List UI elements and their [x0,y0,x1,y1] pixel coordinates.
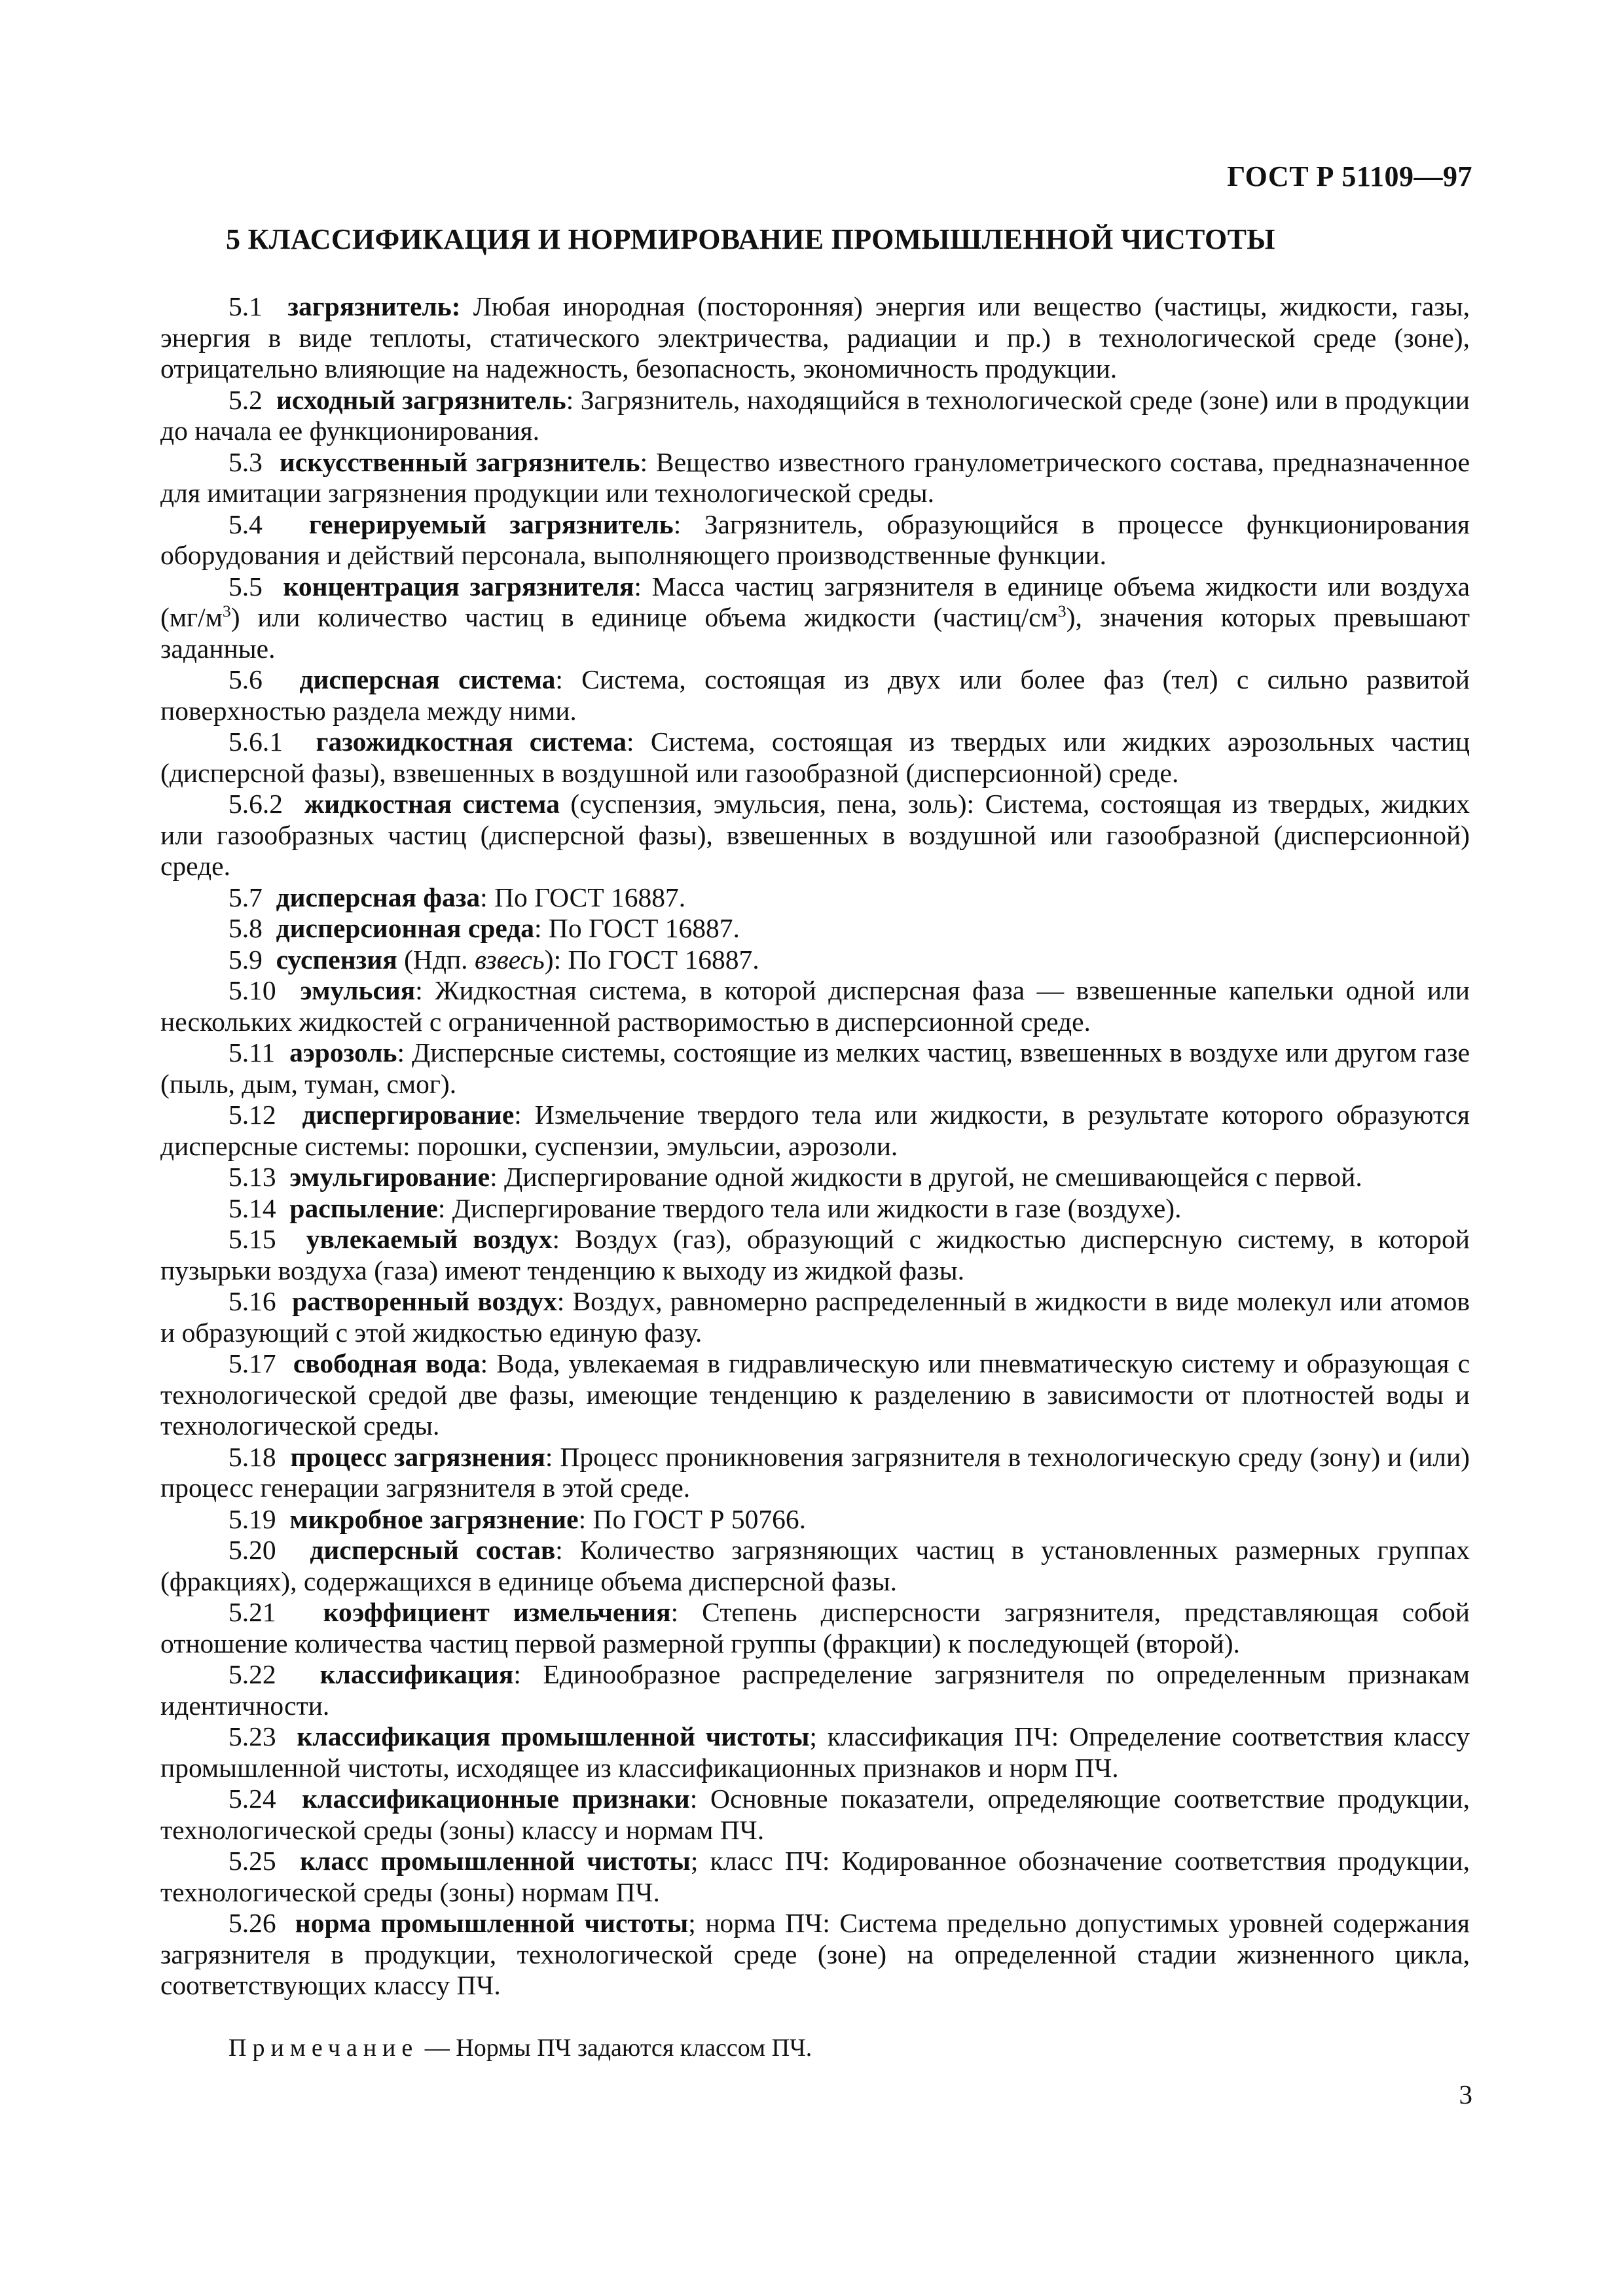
term-5-6 [160,664,1470,726]
term-number: 5.16 [228,1286,276,1316]
term-5-11 [160,1037,1470,1100]
page-number: 3 [1459,2079,1472,2109]
term-definition: : Измельчение твердого тела или жидкости, в результате которого образуются дисперсные системы: порошки, суспензии, эмульсии, аэрозоли. [160,1100,1470,1161]
term-name: диспергирование [302,1100,515,1130]
term-number: 5.6.1 [228,726,283,757]
term-definition: : Основные показатели, определяющие соответствие продукции, технологической среды (зоны) классу и нормам ПЧ. [160,1784,1470,1845]
document-code: ГОСТ Р 51109—97 [1227,160,1472,192]
term-name: генерируемый загрязнитель [308,509,674,539]
term-5-17 [160,1348,1470,1442]
term-definition: ; классификация ПЧ: Определение соответствия классу промышленной чистоты, исходящее из классификационных признаков и норм ПЧ. [160,1721,1470,1783]
term-name: суспензия [276,944,397,975]
term-definition: Любая инородная (посторонняя) энергия или вещество (частицы, жидкости, газы, энергия в виде теплоты, статического электричества, радиации и пр.) в технологической среде (зоне), отрицательно влияющие на надежность, безопасность, экономичность продукции. [160,291,1470,384]
term-number: 5.24 [228,1784,276,1814]
term-number: 5.13 [228,1162,276,1192]
term-definition: ): По ГОСТ 16887. [544,944,759,975]
superscript: 3 [1057,601,1067,621]
term-5-9 [160,944,1470,976]
term-number: 5.1 [228,291,263,321]
term-name: классификационные признаки [302,1784,690,1814]
term-5-8 [160,913,1470,944]
term-number: 5.6.2 [228,789,283,819]
superscript: 3 [222,601,231,621]
term-definition: : По ГОСТ 16887. [480,882,686,912]
term-number: 5.6 [228,664,263,694]
term-definition: : Воздух, равномерно распределенный в жидкости в виде молекул или атомов и образующий с этой жидкостью единую фазу. [160,1286,1470,1348]
term-5-25 [160,1846,1470,1908]
term-5-10 [160,975,1470,1037]
term-definition: : Диспергирование одной жидкости в другой, не смешивающейся с первой. [490,1162,1362,1192]
term-number: 5.15 [228,1224,276,1254]
term-number: 5.25 [228,1846,276,1876]
term-definition: : Процесс проникновения загрязнителя в технологическую среду (зону) и (или) процесс генерации загрязнителя в этой среде. [160,1441,1470,1503]
term-name: дисперсная система [299,664,556,694]
term-number: 5.9 [228,944,263,975]
term-definition: : Диспергирование твердого тела или жидкости в газе (воздухе). [437,1193,1182,1223]
term-number: 5.7 [228,882,263,912]
term-name: дисперсный состав [310,1535,556,1565]
term-number: 5.20 [228,1535,276,1565]
term-definition: (суспензия, эмульсия, пена, золь): Система, состоящая из твердых, жидких или газообразных частиц (дисперсной фазы), взвешенных в воздушной или газообразной (дисперсионной) среде. [160,789,1470,881]
term-definition-part: ) или количество частиц в единице объема жидкости (частиц/см [230,602,1058,632]
term-name: процесс загрязнения [290,1441,545,1472]
term-5-15 [160,1224,1470,1286]
term-number: 5.23 [228,1721,276,1751]
term-number: 5.22 [228,1659,276,1689]
term-name: газожидкостная система [316,726,627,757]
term-5-6-2 [160,789,1470,882]
term-name: свободная вода [293,1348,481,1378]
term-5-19 [160,1504,1470,1535]
term-5-18 [160,1442,1470,1504]
term-5-26 [160,1908,1470,2001]
term-name: эмульсия [300,975,416,1005]
term-definition: : Вещество известного гранулометрического состава, предназначенное для имитации загрязнения продукции или технологической среды. [160,446,1470,508]
term-number: 5.11 [228,1037,276,1067]
term-name: класс промышленной чистоты [300,1846,691,1876]
term-5-6-1 [160,726,1470,789]
term-definition: : По ГОСТ Р 50766. [578,1503,806,1534]
term-5-21 [160,1597,1470,1659]
term-name: классификация промышленной чистоты [297,1721,810,1751]
term-number: 5.10 [228,975,276,1005]
term-name: искусственный загрязнитель [279,446,640,477]
section-title: 5 КЛАССИФИКАЦИЯ И НОРМИРОВАНИЕ ПРОМЫШЛЕННОЙ ЧИСТОТЫ [226,223,1275,255]
term-number: 5.14 [228,1193,276,1223]
term-name: жидкостная система [304,789,560,819]
term-number: 5.2 [228,384,263,415]
term-name: норма промышленной чистоты [295,1908,689,1938]
term-number: 5.19 [228,1503,276,1534]
term-number: 5.5 [228,571,263,601]
term-name: растворенный воздух [292,1286,557,1316]
term-definition: : Степень дисперсности загрязнителя, представляющая собой отношение количества частиц первой размерной группы (фракции) к последующей (второй). [160,1597,1470,1659]
term-definition: : Количество загрязняющих частиц в установленных размерных группах (фракциях), содержащихся в единице объема дисперсной фазы. [160,1535,1470,1596]
term-number: 5.26 [228,1908,276,1938]
note-text: — Нормы ПЧ задаются классом ПЧ. [418,2034,812,2062]
term-name: загрязнитель: [287,291,461,321]
term-definition-part: : Масса частиц загрязнителя в единице объема жидкости или воздуха (мг/м [160,571,1470,632]
term-name: коэффициент измельчения [323,1597,671,1627]
term-definition: : Воздух (газ), образующий с жидкостью дисперсную систему, в которой пузырьки воздуха (газа) имеют тенденцию к выходу из жидкой фазы. [160,1224,1470,1285]
term-5-7 [160,882,1470,914]
term-deprecated-word: взвесь [474,944,545,975]
term-definition: : Загрязнитель, образующийся в процессе функционирования оборудования и действий персонала, выполняющего производственные функции. [160,509,1470,570]
term-number: 5.17 [228,1348,276,1378]
term-name: дисперсионная среда [276,913,534,943]
term-definition: : Система, состоящая из твердых или жидких аэрозольных частиц (дисперсной фазы), взвешенных в воздушной или газообразной (дисперсионной) среде. [160,726,1470,788]
term-number: 5.18 [228,1441,276,1472]
term-5-20 [160,1535,1470,1597]
term-definition: : Система, состоящая из двух или более фаз (тел) с сильно развитой поверхностью раздела между ними. [160,664,1470,726]
term-name: аэрозоль [289,1037,397,1067]
term-5-4 [160,509,1470,571]
term-5-3 [160,447,1470,509]
term-number: 5.8 [228,913,263,943]
term-number: 5.3 [228,446,263,477]
term-definition: : Жидкостная система, в которой дисперсная фаза — взвешенные капельки одной или нескольких жидкостей с ограниченной растворимостью в дисперсионной среде. [160,975,1470,1037]
term-5-22 [160,1659,1470,1721]
term-definition: ; норма ПЧ: Система предельно допустимых уровней содержания загрязнителя в продукции, технологической среде (зоне) на определенной стадии жизненного цикла, соответствующих классу ПЧ. [160,1908,1470,2000]
term-name: исходный загрязнитель [276,384,566,415]
term-definition: : Загрязнитель, находящийся в технологической среде (зоне) или в продукции до начала ее функционирования. [160,384,1470,446]
term-definition: : Единообразное распределение загрязнителя по определенным признакам идентичности. [160,1659,1470,1721]
definitions-body [160,291,1470,2063]
term-name: распыление [289,1193,438,1223]
term-5-16 [160,1286,1470,1348]
note [160,2033,1470,2063]
term-5-23 [160,1721,1470,1784]
term-name: увлекаемый воздух [306,1224,553,1254]
term-number: 5.4 [228,509,263,539]
term-number: 5.12 [228,1100,276,1130]
term-name: эмульгирование [289,1162,490,1192]
term-5-2 [160,385,1470,447]
term-name: дисперсная фаза [276,882,481,912]
term-name: концентрация загрязнителя [283,571,634,601]
term-definition: : Дисперсные системы, состоящие из мелких частиц, взвешенных в воздухе или другом газе (пыль, дым, туман, смог). [160,1037,1470,1099]
term-number: 5.21 [228,1597,276,1627]
term-name: микробное загрязнение [289,1503,579,1534]
term-name: классификация [319,1659,514,1689]
term-5-14 [160,1193,1470,1225]
term-definition: : Вода, увлекаемая в гидравлическую или пневматическую систему и образующая с технологической средой две фазы, имеющие тенденцию к разделению в зависимости от плотностей воды и технологической среды. [160,1348,1470,1441]
term-deprecated-prefix: (Ндп. [397,944,475,975]
term-5-13 [160,1162,1470,1193]
term-definition-part: ), значения которых превышают заданные. [160,602,1470,664]
term-5-1 [160,291,1470,385]
term-definition: ; класс ПЧ: Кодированное обозначение соответствия продукции, технологической среды (зоны) нормам ПЧ. [160,1846,1470,1907]
term-definition: : По ГОСТ 16887. [534,913,740,943]
note-label: Примечание [228,2034,419,2062]
term-5-5 [160,571,1470,665]
term-5-12 [160,1100,1470,1162]
term-5-24 [160,1784,1470,1846]
